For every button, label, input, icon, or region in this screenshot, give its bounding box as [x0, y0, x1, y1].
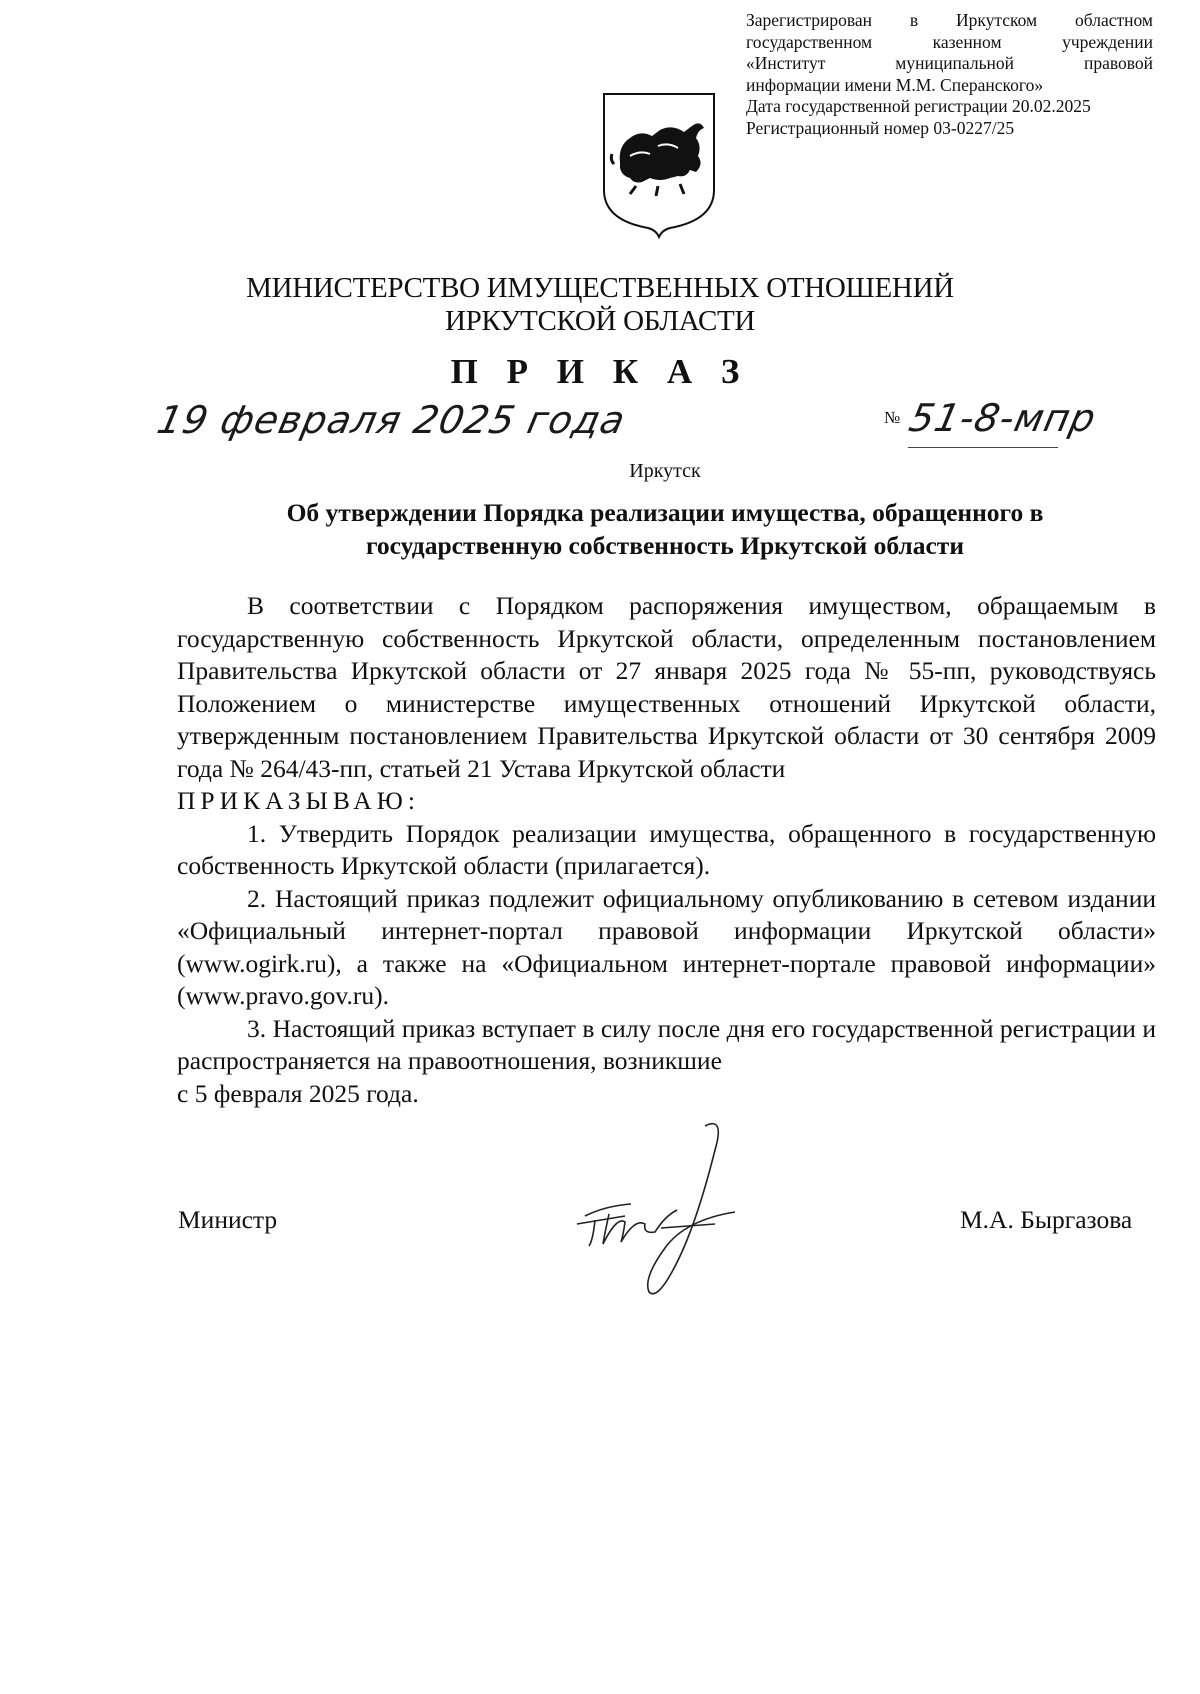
signer-role: Министр	[178, 1205, 278, 1234]
signer-name: М.А. Быргазова	[960, 1205, 1133, 1234]
order-item-1: 1. Утвердить Порядок реализации имущества, обращенного в государственную собственность Иркутской области (прилагается).	[177, 818, 1156, 880]
registration-stamp	[746, 10, 1153, 139]
registration-line: «Институт муниципальной правовой	[746, 53, 1153, 73]
order-item-2: 2. Настоящий приказ подлежит официальному опубликованию в сетевом издании «Официальный интернет-портал правовой информации Иркутской области» (www.ogirk.ru), а также на «Официальном интернет-портале правовой информации» (www.pravo.gov.ru).	[177, 883, 1156, 1010]
ministry-name-line2: ИРКУТСКОЙ ОБЛАСТИ	[444, 305, 756, 337]
registration-line: государственном казенном учреждении	[746, 31, 1153, 52]
ministry-header	[0, 272, 1200, 338]
registration-line: информации имени М.М. Сперанского»	[746, 74, 1044, 95]
document-type: П Р И К А З	[450, 352, 750, 391]
order-item-3-date: с 5 февраля 2025 года.	[177, 1078, 419, 1108]
document-title	[150, 496, 1180, 562]
title-line2: государственную собственность Иркутской области	[365, 531, 965, 560]
handwritten-signature-icon	[565, 1120, 765, 1320]
registration-number: Регистрационный номер 03-0227/25	[746, 117, 1015, 138]
handwritten-number: 51-8-мпр	[905, 396, 1101, 440]
handwritten-date: 19 февраля 2025 года	[153, 398, 630, 442]
coat-of-arms-icon	[600, 90, 718, 240]
ministry-name-line1: МИНИСТЕРСТВО ИМУЩЕСТВЕННЫХ ОТНОШЕНИЙ	[246, 272, 954, 304]
number-underline	[908, 447, 1058, 448]
preamble-paragraph: В соответствии с Порядком распоряжения имуществом, обращаемым в государственную собственность Иркутской области, определенным постановлением Правительства Иркутской области от 27 января 2025 года № 55-пп, руководствуясь Положением о министерстве имущественных отношений Иркутской области, утвержденным постановлением Правительства Иркутской области от 30 сентября 2009 года № 264/43-пп, статьей 21 Устава Иркутской области	[177, 591, 1156, 783]
order-item-3: 3. Настоящий приказ вступает в силу после дня его государственной регистрации и распространяется на правоотношения, возникшие	[177, 1013, 1156, 1075]
document-body	[177, 590, 1156, 1110]
order-word: ПРИКАЗЫВАЮ:	[177, 786, 420, 815]
registration-line: Зарегистрирован в Иркутском областном	[746, 10, 1153, 30]
title-line1: Об утверждении Порядка реализации имущества, обращенного в	[286, 498, 1044, 527]
city: Иркутск	[629, 460, 701, 482]
number-prefix: №	[884, 408, 901, 427]
registration-date: Дата государственной регистрации 20.02.2025	[746, 96, 1091, 116]
